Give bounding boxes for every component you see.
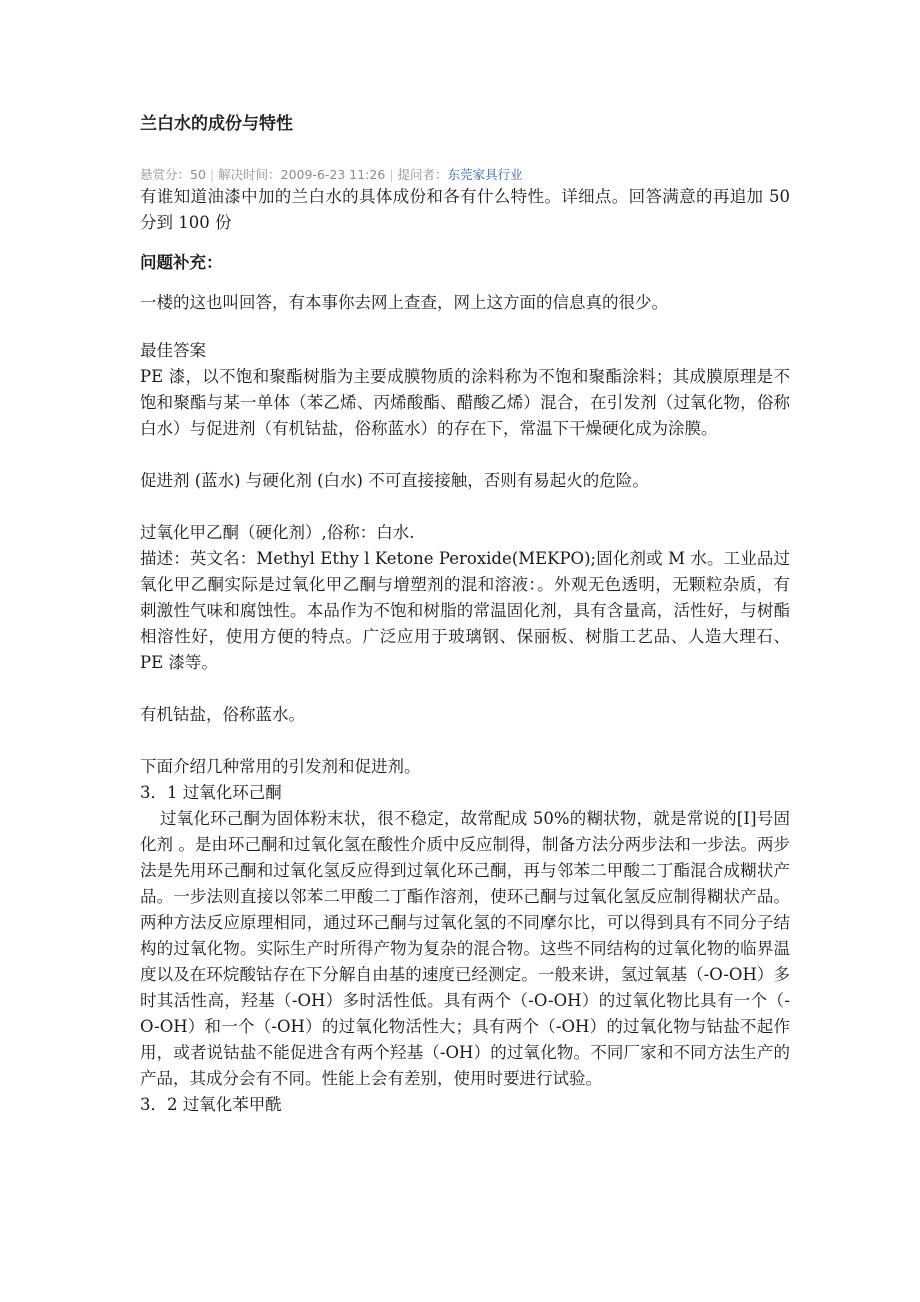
- paragraph-cobalt: 有机钴盐，俗称蓝水。: [140, 705, 305, 724]
- document-content: [140, 112, 790, 1118]
- resolved-time-text: 解决时间：2009-6-23 11:26: [218, 167, 386, 182]
- paragraph-mekp-title: 过氧化甲乙酮（硬化剂）,俗称：白水.: [140, 523, 415, 542]
- paragraph-pe-coating: PE 漆，以不饱和聚酯树脂为主要成膜物质的涂料称为不饱和聚酯涂料；其成膜原理是不饱和聚酯与某一单体（苯乙烯、丙烯酸酯、醋酸乙烯）混合，在引发剂（过氧化物，俗称白水）与促进剂（有机钴盐，俗称蓝水）的存在下，常温下干燥硬化成为涂膜。: [140, 367, 790, 438]
- paragraph-warning: 促进剂 (蓝水) 与硬化剂 (白水) 不可直接接触，否则有易起火的危险。: [140, 471, 649, 490]
- supplement-heading: 问题补充：: [140, 254, 223, 272]
- question-text: 有谁知道油漆中加的兰白水的具体成份和各有什么特性。详细点。回答满意的再追加 50 分到 100 份: [140, 187, 790, 232]
- meta-divider: |: [389, 167, 394, 182]
- meta-divider: |: [209, 167, 215, 182]
- paragraph-intro: 下面介绍几种常用的引发剂和促进剂。: [140, 757, 421, 776]
- section-3-2-heading: 3．2 过氧化苯甲酰: [140, 1095, 282, 1114]
- reward-text: 悬赏分：50: [140, 167, 206, 182]
- supplement-text: 一楼的这也叫回答，有本事你去网上查查，网上这方面的信息真的很少。: [140, 293, 668, 312]
- document-title: 兰白水的成份与特性: [140, 114, 293, 134]
- paragraph-mekp-description: 描述：英文名：Methyl Ethy l Ketone Peroxide(MEKPO);固化剂或 M 水。工业品过氧化甲乙酮实际是过氧化甲乙酮与增塑剂的混和溶液：。外观无色透明，无颗粒杂质，有刺激性气味和腐蚀性。本品作为不饱和树脂的常温固化剂，具有含量高，活性好，与树酯相溶性好，使用方便的特点。广泛应用于玻璃钢、保丽板、树脂工艺品、人造大理石、PE 漆等。: [140, 549, 790, 672]
- section-3-1-heading: 3．1 过氧化环己酮: [140, 783, 282, 802]
- question-meta: [140, 166, 790, 184]
- best-answer-label: 最佳答案: [140, 341, 206, 360]
- asker-link[interactable]: 东莞家具行业: [447, 167, 523, 182]
- asker-label: 提问者：: [397, 167, 448, 182]
- section-3-1-body: 过氧化环己酮为固体粉末状，很不稳定，故常配成 50%的糊状物，就是常说的[Ⅰ]号固化剂 。是由环己酮和过氧化氢在酸性介质中反应制得，制备方法分两步法和一步法。两步法是先用环己酮和过氧化氢反应得到过氧化环己酮，再与邻苯二甲酸二丁酯混合成糊状产品。一步法则直接以邻苯二甲酸二丁酯作溶剂，使环己酮与过氧化氢反应制得糊状产品。两种方法反应原理相同，通过环己酮与过氧化氢的不同摩尔比，可以得到具有不同分子结构的过氧化物。实际生产时所得产物为复杂的混合物。这些不同结构的过氧化物的临界温度以及在环烷酸钴存在下分解自由基的速度已经测定。一般来讲，氢过氧基（-O-OH）多时其活性高，羟基（-OH）多时活性低。具有两个（-O-OH）的过氧化物比具有一个（-O-OH）和一个（-OH）的过氧化物活性大；具有两个（-OH）的过氧化物与钴盐不起作用，或者说钴盐不能促进含有两个羟基（-OH）的过氧化物。不同厂家和不同方法生产的产品，其成分会有不同。性能上会有差别，使用时要进行试验。: [140, 809, 790, 1088]
